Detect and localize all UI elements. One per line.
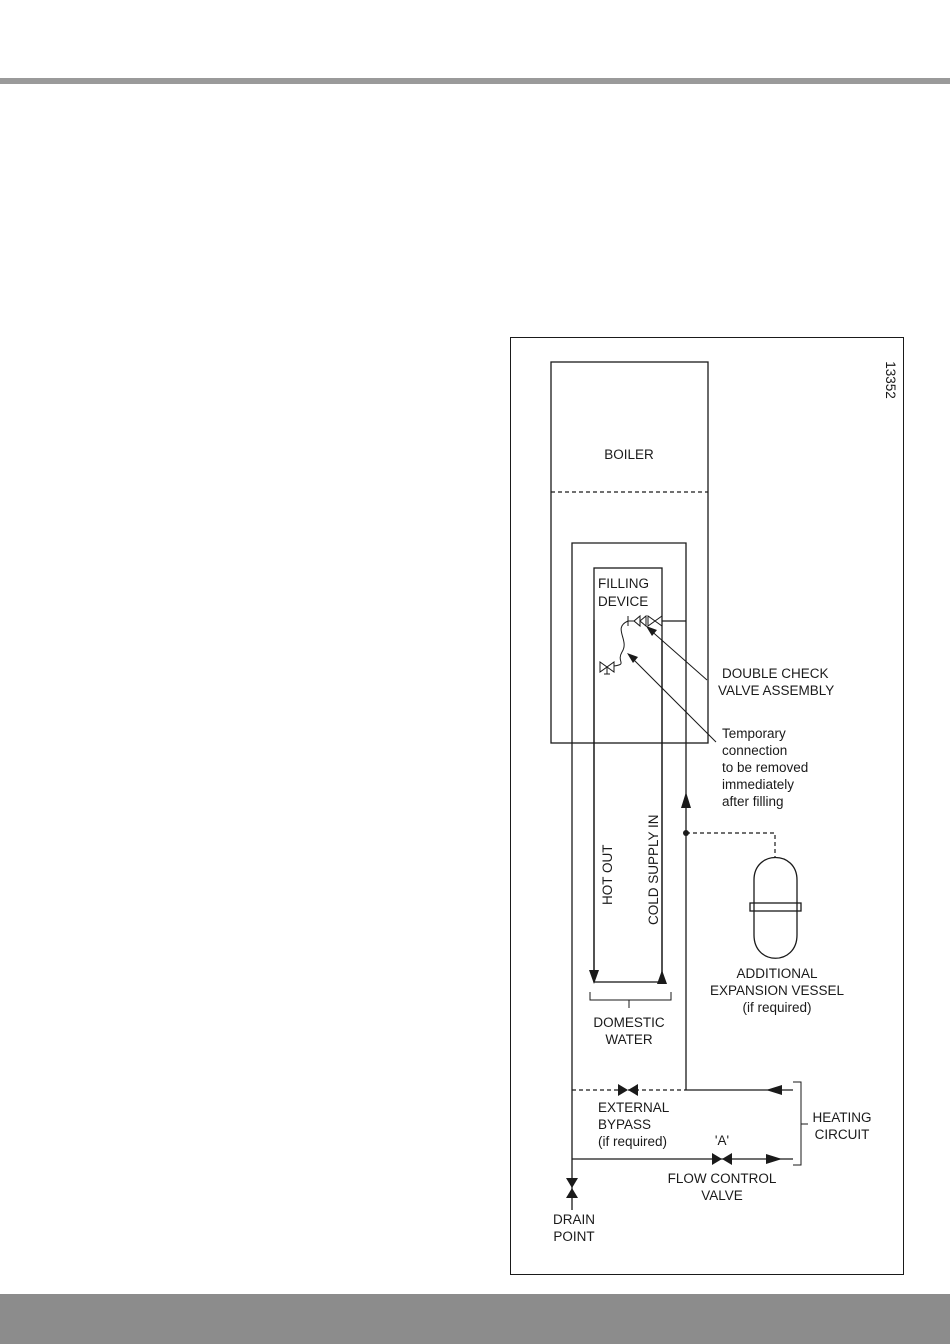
hot-out-label: HOT OUT — [600, 844, 615, 905]
drain-label-2: POINT — [553, 1229, 595, 1244]
drain-valve-icon — [566, 1178, 578, 1198]
cold-supply-arrow — [657, 970, 667, 984]
domestic-label-1: DOMESTIC — [593, 1015, 665, 1030]
double-check-valve-icon — [628, 616, 662, 626]
expansion-label-1: ADDITIONAL — [736, 966, 818, 981]
flow-control-valve-icon — [712, 1153, 732, 1165]
isolation-valve-icon — [600, 662, 614, 674]
temp-conn-label-5: after filling — [722, 794, 784, 809]
drain-label-1: DRAIN — [552, 1212, 596, 1227]
expansion-label-3: (if required) — [742, 1000, 812, 1015]
temp-conn-label-2: connection — [722, 743, 788, 758]
domestic-bracket — [590, 992, 671, 1008]
heating-return-arrow — [766, 1085, 782, 1095]
temp-conn-label-1: Temporary — [722, 726, 786, 741]
expansion-vessel-band — [750, 903, 801, 911]
inner-circuit — [572, 543, 686, 1157]
filling-device-label-2: DEVICE — [598, 594, 649, 609]
double-check-label-1: DOUBLE CHECK — [722, 666, 829, 681]
temp-conn-label-4: immediately — [722, 777, 795, 792]
flow-control-label-2: VALVE — [701, 1188, 743, 1203]
valve-a-label: 'A' — [714, 1133, 730, 1148]
heating-bracket — [793, 1082, 808, 1165]
expansion-connection — [686, 833, 775, 858]
return-flow-arrow — [681, 792, 691, 808]
temp-conn-leader-arrow — [627, 653, 638, 663]
boiler-outline — [551, 362, 708, 743]
heating-label-2: CIRCUIT — [814, 1127, 870, 1142]
bypass-label-2: BYPASS — [598, 1117, 652, 1132]
bypass-label-1: EXTERNAL — [598, 1100, 670, 1115]
filling-device-label-1: FILLING — [598, 576, 650, 591]
bypass-valve-icon — [618, 1084, 638, 1096]
expansion-vessel — [754, 858, 797, 959]
domestic-label-2: WATER — [605, 1032, 653, 1047]
heating-flow-arrow — [766, 1154, 782, 1164]
temp-conn-label-3: to be removed — [722, 760, 809, 775]
boiler-label: BOILER — [604, 447, 654, 462]
expansion-label-2: EXPANSION VESSEL — [709, 983, 845, 998]
double-check-label-2: VALVE ASSEMBLY — [718, 683, 835, 698]
flow-control-label-1: FLOW CONTROL — [667, 1171, 777, 1186]
temp-conn-leader — [630, 656, 716, 742]
cold-supply-label: COLD SUPPLY IN — [646, 814, 661, 925]
bypass-label-3: (if required) — [598, 1134, 668, 1149]
figure-number: 13352 — [883, 361, 898, 399]
heating-label-1: HEATING — [812, 1110, 872, 1125]
temporary-connection-hose — [614, 621, 628, 666]
double-check-leader — [648, 628, 707, 680]
footer-band — [0, 1294, 950, 1344]
